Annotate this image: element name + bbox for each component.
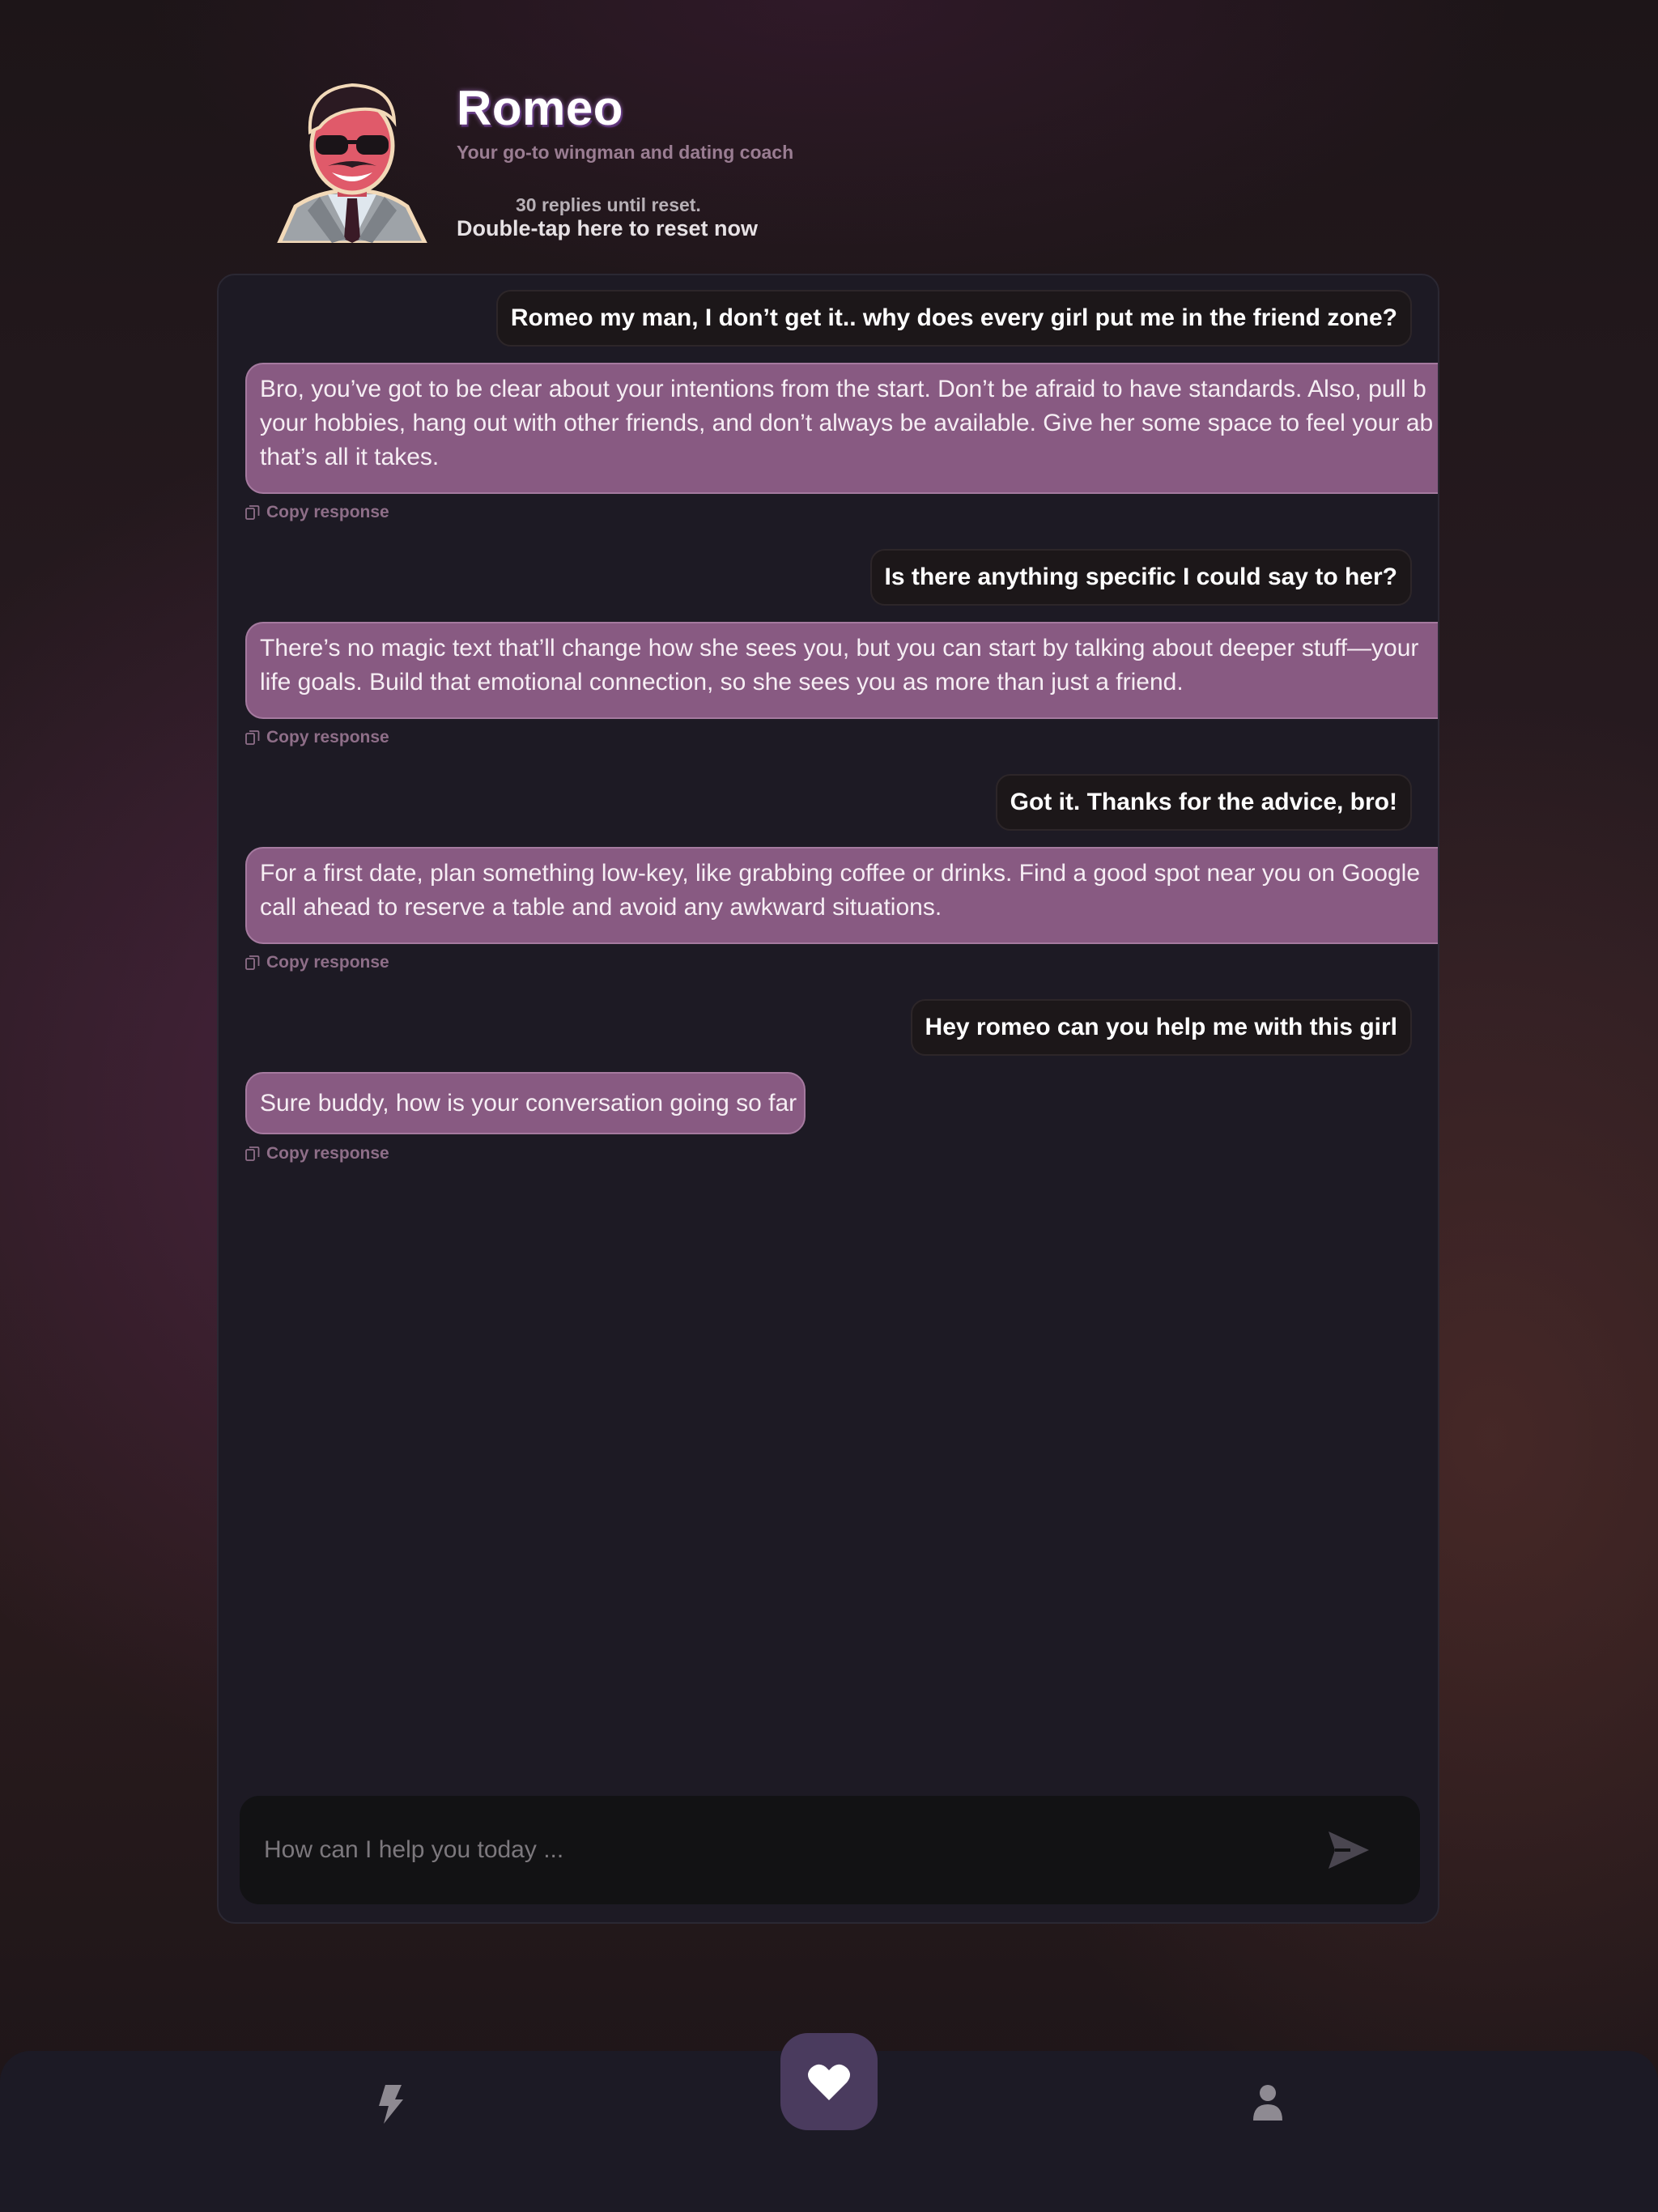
user-message: Is there anything specific I could say to her? — [870, 549, 1413, 606]
person-icon[interactable] — [1252, 2083, 1284, 2122]
copy-response-label: Copy response — [266, 728, 389, 747]
copy-icon — [245, 505, 260, 520]
copy-icon — [245, 955, 260, 970]
copy-icon — [245, 730, 260, 745]
assistant-message-line: For a first date, plan something low-key, like grabbing coffee or drinks. Find a good spot near you on Google — [260, 860, 1421, 887]
reset-now-button[interactable]: Double-tap here to reset now — [457, 216, 759, 240]
heart-nav-button[interactable] — [780, 2033, 878, 2130]
copy-response-label: Copy response — [266, 1144, 389, 1163]
copy-response-button[interactable] — [245, 1142, 389, 1166]
assistant-message — [245, 363, 1439, 494]
page-title: Romeo — [457, 81, 623, 135]
assistant-message-line: Sure buddy, how is your conversation going so far — [260, 1090, 797, 1117]
user-message: Got it. Thanks for the advice, bro! — [996, 774, 1412, 831]
chat-header — [271, 77, 1405, 247]
copy-response-label: Copy response — [266, 503, 389, 521]
assistant-message-line: call ahead to reserve a table and avoid any awkward situations. — [260, 894, 942, 921]
message-input[interactable] — [240, 1796, 1292, 1904]
heart-icon — [806, 2061, 852, 2102]
page-subtitle: Your go-to wingman and dating coach — [457, 142, 794, 163]
assistant-message-line: your hobbies, hang out with other friends, and don’t always be available. Give her some space to feel your ab — [260, 410, 1434, 436]
assistant-message-line: Bro, you’ve got to be clear about your intentions from the start. Don’t be afraid to have standards. Also, pull b — [260, 376, 1426, 402]
copy-response-button[interactable] — [245, 500, 389, 525]
copy-icon — [245, 1146, 260, 1161]
copy-response-button[interactable] — [245, 951, 389, 975]
assistant-message — [245, 847, 1439, 944]
chat-panel — [217, 274, 1439, 1924]
lightning-bolt-icon[interactable] — [372, 2083, 408, 2125]
message-composer — [240, 1796, 1420, 1904]
copy-response-button[interactable] — [245, 725, 389, 750]
assistant-message-line: life goals. Build that emotional connection, so she sees you as more than just a friend. — [260, 669, 1184, 696]
user-message: Hey romeo can you help me with this girl — [911, 999, 1412, 1056]
reset-counter-text: 30 replies until reset. — [516, 194, 701, 215]
send-icon[interactable] — [1326, 1828, 1371, 1872]
message-list[interactable] — [219, 275, 1438, 1773]
assistant-message — [245, 1072, 806, 1134]
assistant-message — [245, 622, 1439, 719]
bottom-navigation — [0, 2051, 1658, 2212]
assistant-message-line: that’s all it takes. — [260, 444, 440, 470]
user-message: Romeo my man, I don’t get it.. why does every girl put me in the friend zone? — [496, 290, 1412, 347]
assistant-message-line: There’s no magic text that’ll change how she sees you, but you can start by talking about deeper stuff—your — [260, 635, 1419, 661]
romeo-avatar-icon — [271, 77, 433, 243]
copy-response-label: Copy response — [266, 953, 389, 972]
